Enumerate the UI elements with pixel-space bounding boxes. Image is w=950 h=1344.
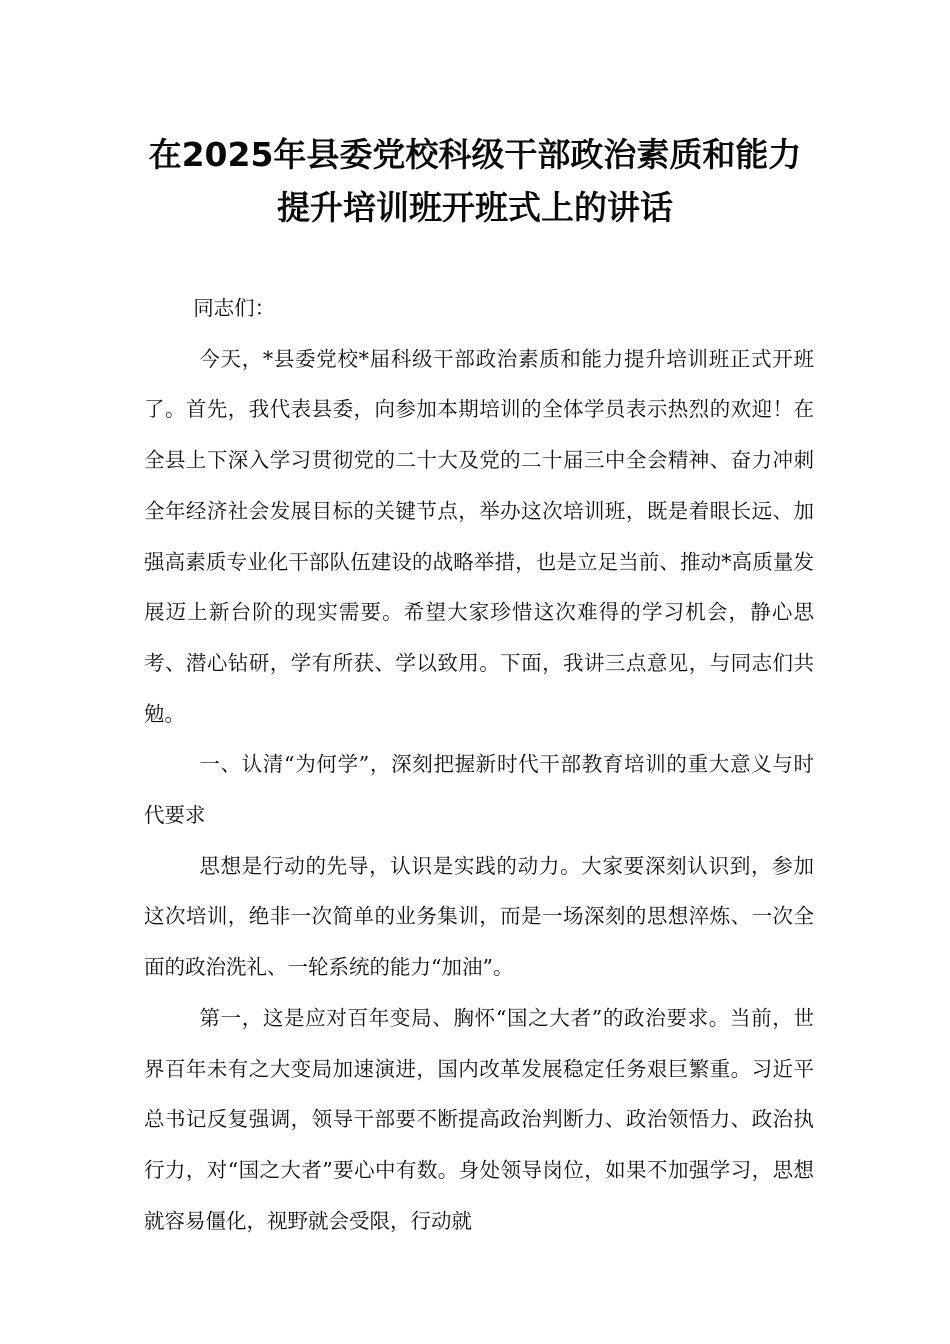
- paragraph-opening: 今天，*县委党校*届科级干部政治素质和能力提升培训班正式开班了。首先，我代表县委，向参加本期培训的全体学员表示热烈的欢迎！在全县上下深入学习贯彻党的二十大及党的二十届三中全会精神、奋力冲刺全年经济社会发展目标的关键节点，举办这次培训班，既是着眼长远、加强高素质专业化干部队伍建设的战略举措，也是立足当前、推动*高质量发展迈上新台阶的现实需要。希望大家珍惜这次难得的学习机会，静心思考、潜心钻研，学有所获、学以致用。下面，我讲三点意见，与同志们共勉。: [144, 346, 814, 726]
- document-body: [144, 283, 814, 1246]
- salutation: 同志们：: [193, 296, 276, 320]
- paragraph-thought: 思想是行动的先导，认识是实践的动力。大家要深刻认识到，参加这次培训，绝非一次简单的业务集训，而是一场深刻的思想淬炼、一次全面的政治洗礼、一轮系统的能力“加油”。: [144, 853, 814, 980]
- paragraph-first-point: 第一，这是应对百年变局、胸怀“国之大者”的政治要求。当前，世界百年未有之大变局加速演进，国内改革发展稳定任务艰巨繁重。习近平总书记反复强调，领导干部要不断提高政治判断力、政治领悟力、政治执行力，对“国之大者”要心中有数。身处领导岗位，如果不加强学习，思想就容易僵化，视野就会受限，行动就: [144, 1005, 814, 1233]
- document-title: 在2025年县委党校科级干部政治素质和能力提升培训班开班式上的讲话: [148, 135, 802, 227]
- section-heading-1: 一、认清“为何学”，深刻把握新时代干部教育培训的重大意义与时代要求: [144, 752, 814, 828]
